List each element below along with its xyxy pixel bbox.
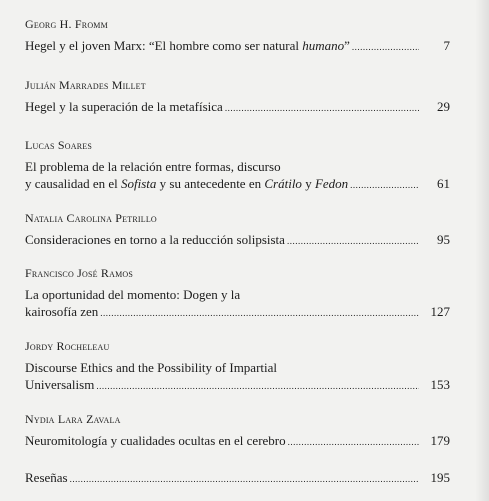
article-title: Discourse Ethics and the Possibility of Impartial: [25, 360, 278, 375]
author-name: Natalia Carolina Petrillo: [25, 211, 157, 225]
section-title: Reseñas: [25, 470, 68, 485]
author-name: Francisco José Ramos: [25, 266, 134, 280]
toc-entry: [25, 339, 450, 393]
title-italic-text: Crátilo: [264, 176, 302, 191]
dot-leader: [100, 305, 419, 322]
title-text: ”: [344, 38, 350, 53]
page-number: 61: [437, 176, 450, 191]
toc-line: [25, 432, 450, 449]
title-text: y causalidad en el: [25, 176, 122, 191]
toc-line: [25, 98, 450, 115]
author-name: Georg H. Fromm: [25, 17, 108, 31]
author-name: Lucas Soares: [25, 138, 92, 152]
article-title: La oportunidad del momento: Dogen y la: [25, 287, 241, 302]
page-number: 153: [430, 377, 450, 392]
dot-leader: [352, 39, 419, 56]
title-text: Hegel y el joven Marx: “El hombre como ser natural: [25, 38, 303, 53]
dot-leader: [70, 471, 419, 488]
title-italic-text: humano: [302, 38, 345, 53]
title-text: y su antecedente en: [156, 176, 265, 191]
page-number: 179: [430, 433, 450, 448]
article-title: [25, 37, 350, 54]
dot-leader: [96, 378, 419, 395]
toc-entry: [25, 17, 450, 54]
title-text: y: [301, 176, 315, 191]
page-number: 95: [437, 232, 450, 247]
toc-line: [25, 231, 450, 248]
page-number: 29: [437, 99, 450, 114]
article-title: El problema de la relación entre formas, discurso: [25, 159, 281, 174]
article-title: kairosofía zen: [25, 304, 99, 319]
toc-entry: [25, 78, 450, 115]
page-number: 7: [443, 38, 450, 53]
author-name: Jordy Rocheleau: [25, 339, 110, 353]
toc-line: [25, 376, 450, 393]
dot-leader: [288, 434, 419, 451]
toc-entry-resenas: [25, 469, 450, 486]
dot-leader: [287, 233, 419, 250]
page-edge-shadow: [475, 0, 489, 501]
author-name: Nydia Lara Zavala: [25, 412, 121, 426]
toc-entry: [25, 211, 450, 248]
dot-leader: [350, 177, 419, 194]
author-name: Julián Marrades Millet: [25, 78, 146, 92]
toc-line: [25, 303, 450, 320]
toc-entry: [25, 138, 450, 192]
toc-line: [25, 175, 450, 192]
toc-line: [25, 37, 450, 54]
toc-entry: [25, 412, 450, 449]
page-number: 195: [430, 470, 450, 485]
dot-leader: [225, 100, 419, 117]
title-italic-text: Fedon: [314, 176, 349, 191]
article-title: Universalism: [25, 377, 95, 392]
title-italic-text: Sofista: [121, 176, 157, 191]
toc-line: [25, 469, 450, 486]
article-title: Consideraciones en torno a la reducción solipsista: [25, 232, 285, 247]
article-title: [25, 175, 348, 192]
article-title: Hegel y la superación de la metafísica: [25, 99, 223, 114]
page-number: 127: [430, 304, 450, 319]
toc-entry: [25, 266, 450, 320]
article-title: Neuromitología y cualidades ocultas en el cerebro: [25, 433, 286, 448]
